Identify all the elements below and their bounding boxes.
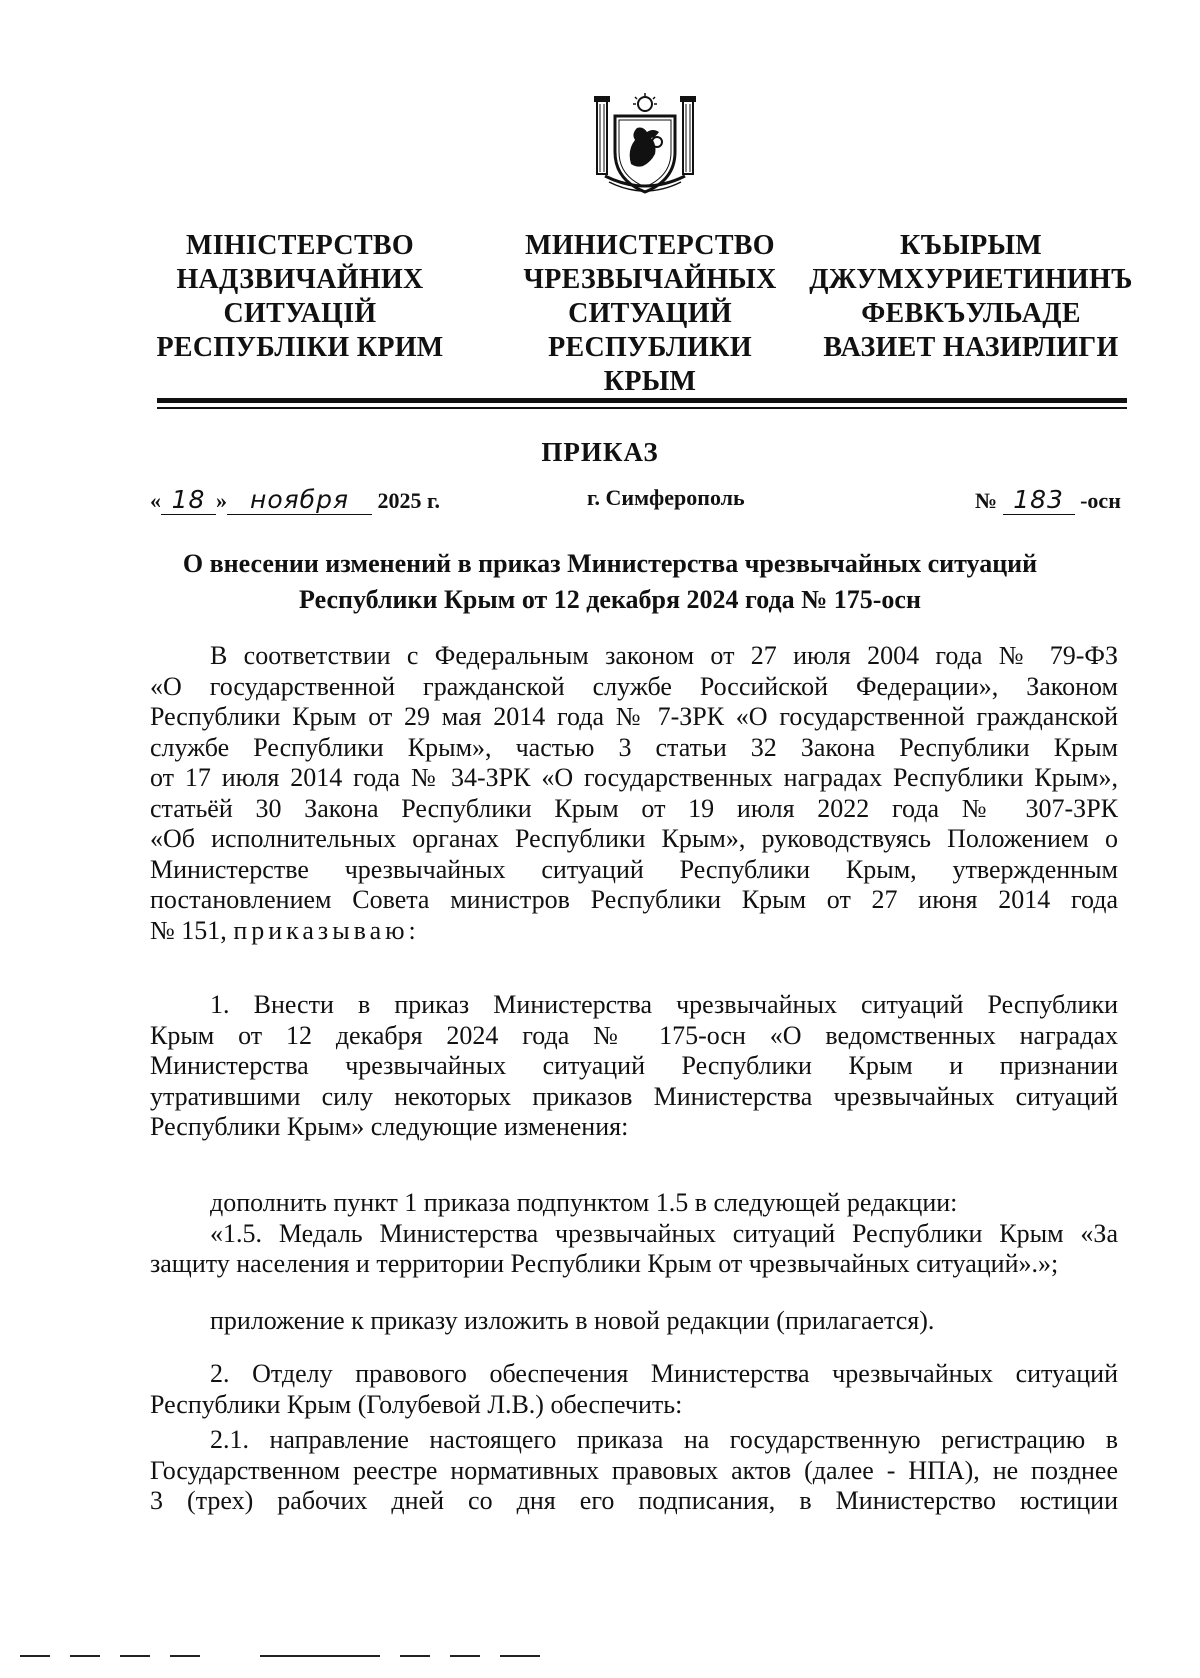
order-number: № 183 -осн <box>975 485 1121 514</box>
paragraph-preamble: В соответствии с Федеральным законом от 27 июля 2004 года № 79-ФЗ «О государственной гражданской службе Российской Федерации», Законом Республики Крым от 29 мая 2014 года № 7-ЗРК «О государственной гражданской службе Республики Крым», частью 3 статьи 32 Закона Республики Крым от 17 июля 2014 года № 34-ЗРК «О государственных наградах Республики Крым», статьёй 30 Закона Республики Крым от 19 июля 2022 года № 307-ЗРК «Об исполнительных органах Республики Крым», руководствуясь Положением о Министерстве чрезвычайных ситуаций Республики Крым, утвержденным постановлением Совета министров Республики Крым от 27 июня 2014 года № 151, приказываю: <box>150 641 1118 945</box>
order-keyword: приказываю: <box>233 915 420 945</box>
paragraph-item-2: 2. Отделу правового обеспечения Министерства чрезвычайных ситуаций Республики Крым (Голубевой Л.В.) обеспечить: <box>150 1359 1118 1419</box>
handwritten-number: 183 <box>1003 485 1075 515</box>
header-divider-thin <box>157 407 1127 409</box>
order-subject: О внесении изменений в приказ Министерства чрезвычайных ситуаций Республики Крым от 12 декабря 2024 года № 175-осн <box>182 549 1038 614</box>
order-date: « 18 » ноября 2025 г. <box>150 485 441 514</box>
order-place: г. Симферополь <box>587 485 745 510</box>
paragraph-appendix: приложение к приказу изложить в новой редакции (прилагается). <box>210 1306 935 1335</box>
scan-artifact-dashes <box>20 1652 620 1660</box>
order-year: 2025 г. <box>377 488 441 513</box>
paragraph-amendment: дополнить пункт 1 приказа подпунктом 1.5 в следующей редакции: «1.5. Медаль Министерства чрезвычайных ситуаций Республики Крым «За защиту населения и территории Республики Крым от чрезвычайных ситуаций».»; <box>150 1188 1118 1278</box>
ministry-name-ukrainian: МІНІСТЕРСТВО НАДЗВИЧАЙНИХ СИТУАЦІЙ РЕСПУБЛІКИ КРИМ <box>156 230 444 363</box>
document-title: ПРИКАЗ <box>541 437 659 467</box>
paragraph-item-1: 1. Внести в приказ Министерства чрезвычайных ситуаций Республики Крым от 12 декабря 2024 года № 175-осн «О ведомственных наградах Министерства чрезвычайных ситуаций Республики Крым и признании утратившими силу некоторых приказов Министерства чрезвычайных ситуаций Республики Крым» следующие изменения: <box>150 990 1118 1141</box>
paragraph-item-2-1: 2.1. направление настоящего приказа на государственную регистрацию в Государственном реестре нормативных правовых актов (далее - НПА), не позднее 3 (трех) рабочих дней со дня его подписания, в Министерство юстиции <box>150 1425 1118 1515</box>
ministry-name-russian: МИНИСТЕРСТВО ЧРЕЗВЫЧАЙНЫХ СИТУАЦИЙ РЕСПУБЛИКИ КРЫМ <box>523 230 777 397</box>
handwritten-day: 18 <box>161 485 216 515</box>
crimea-coat-of-arms-icon <box>591 92 699 200</box>
ministry-name-crimean-tatar: КЪЫРЫМ ДЖУМХУРИЕТИНИНЪ ФЕВКЪУЛЬАДЕ ВАЗИЕТ НАЗИРЛИГИ <box>809 230 1133 363</box>
handwritten-month: ноября <box>227 485 372 515</box>
header-divider-thick <box>157 398 1127 403</box>
